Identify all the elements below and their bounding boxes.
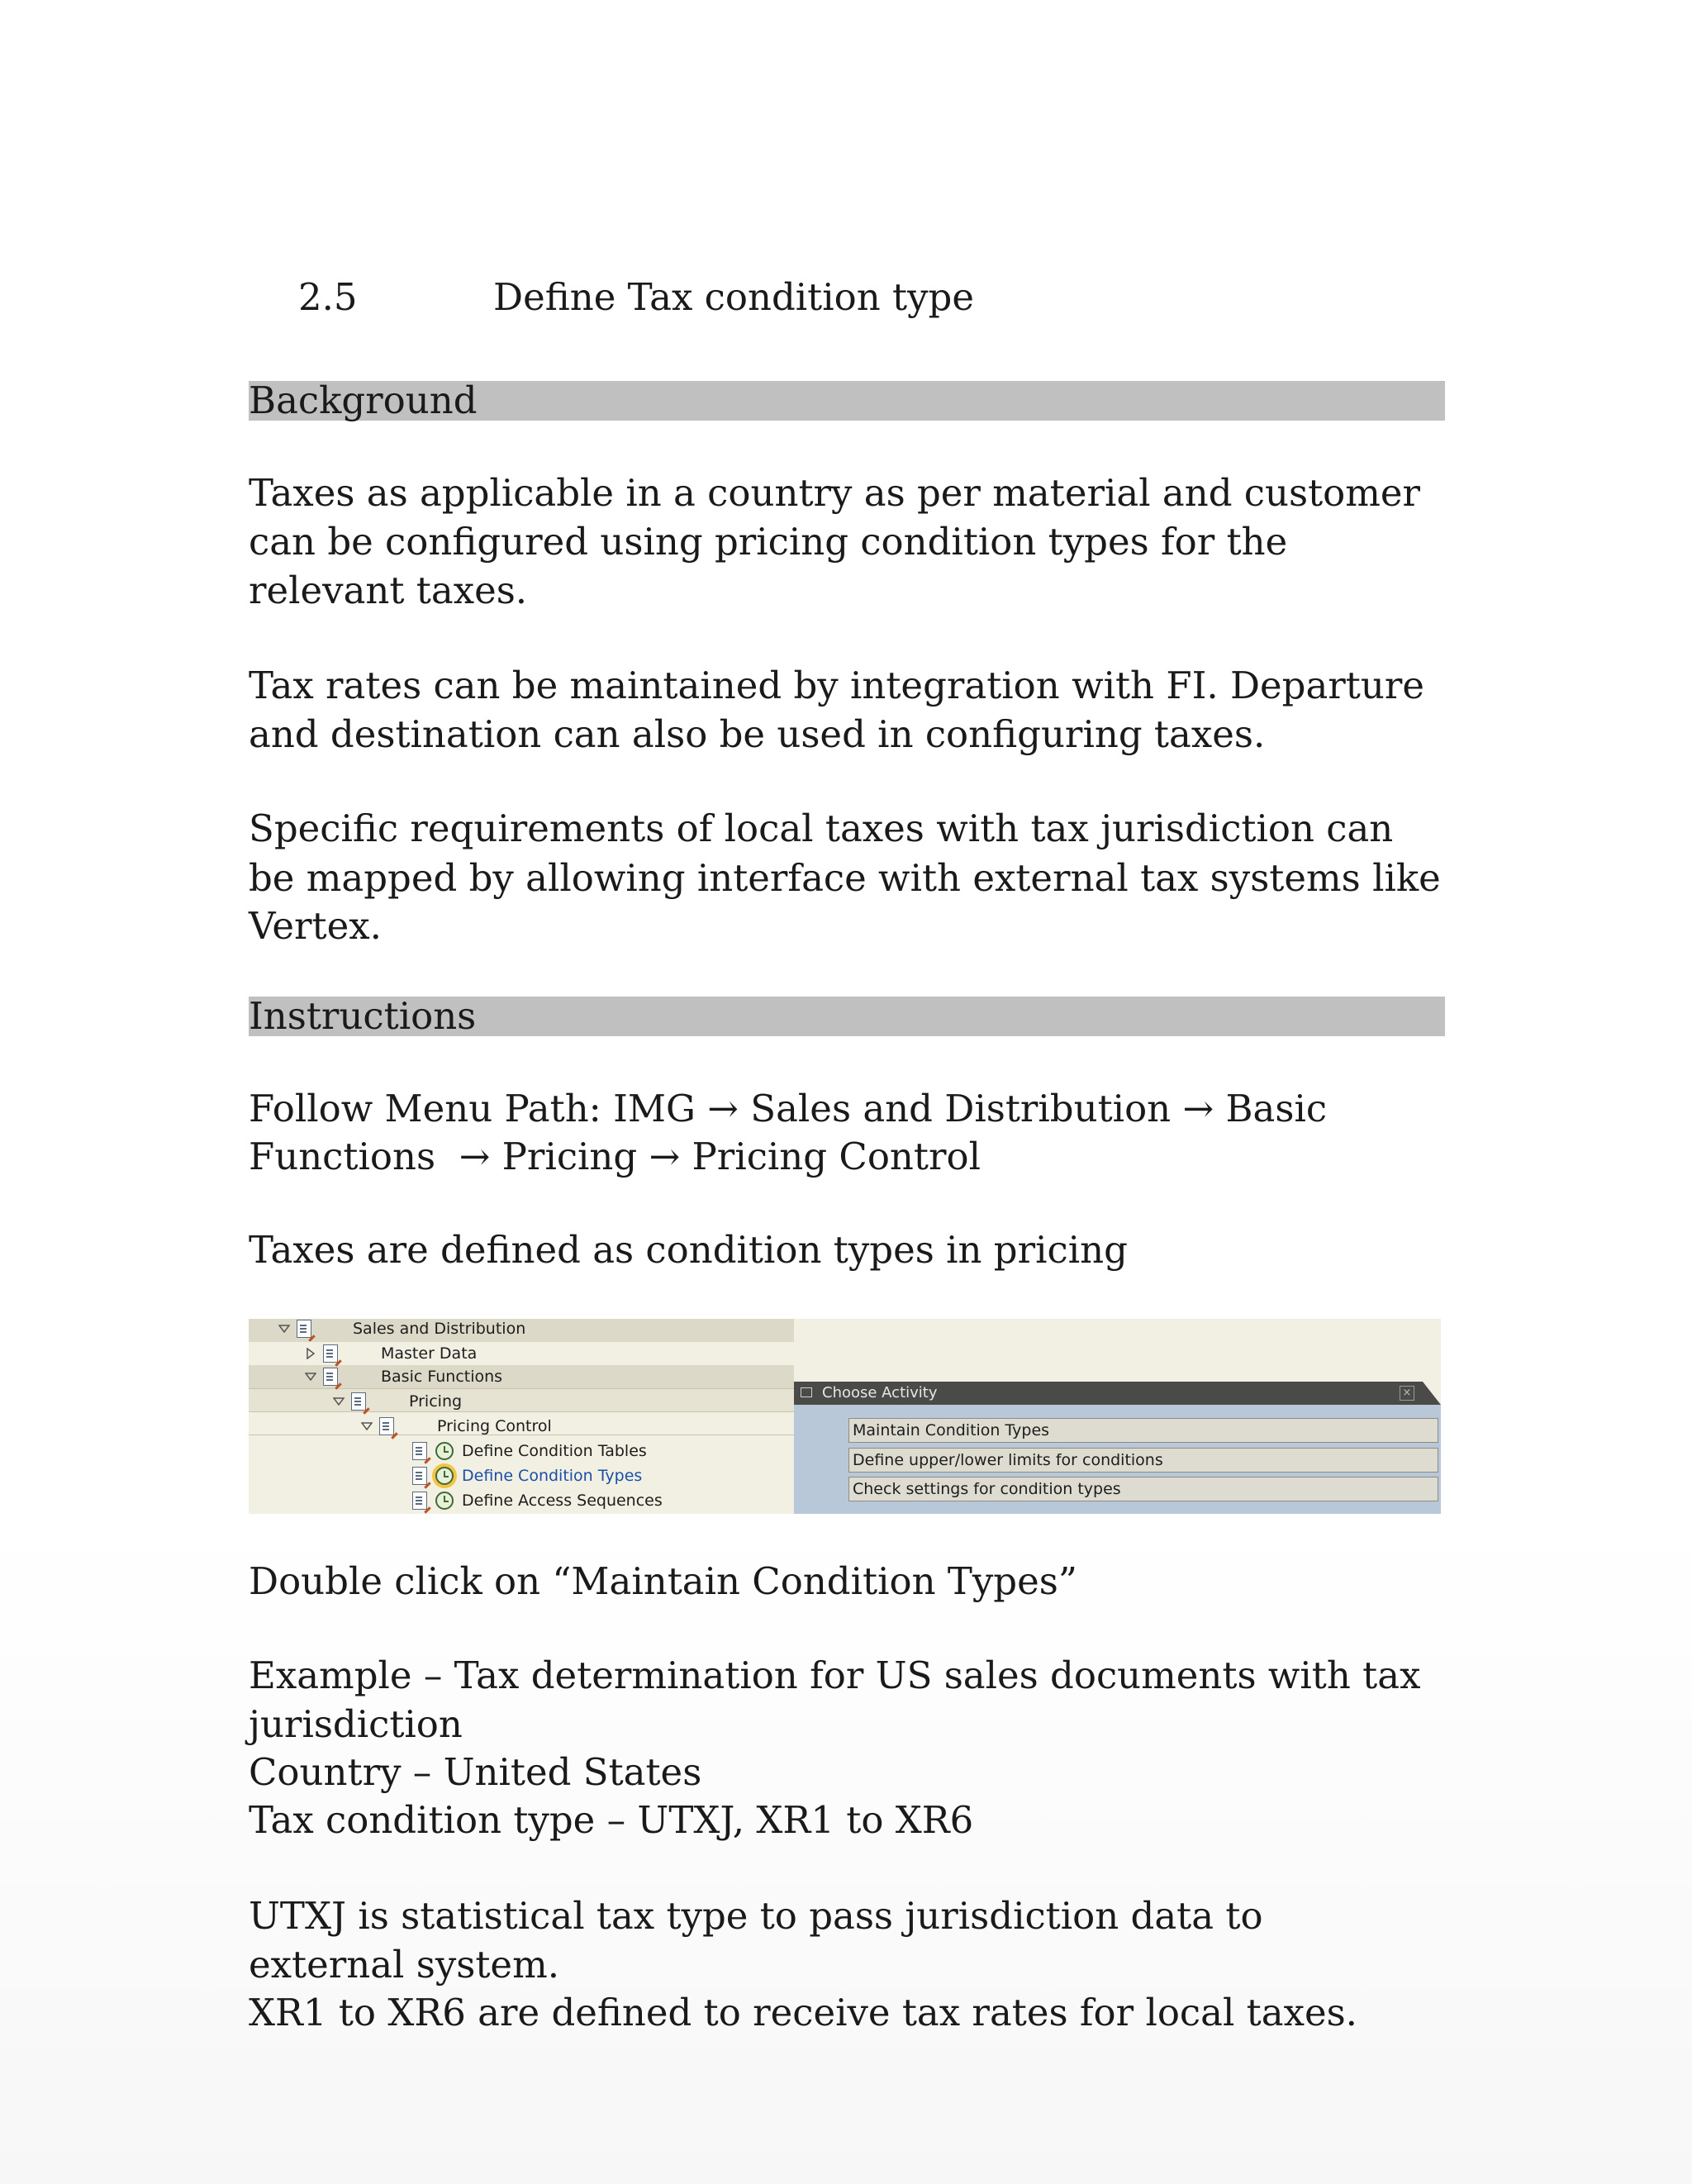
background-paragraph-2-line-1: Tax rates can be maintained by integration with FI. Departure <box>249 664 1425 707</box>
tree-node-master-data[interactable] <box>303 1342 477 1365</box>
activity-option-define-limits[interactable]: Define upper/lower limits for conditions <box>848 1448 1438 1473</box>
clock-execute-icon[interactable] <box>435 1442 454 1460</box>
window-pin-icon <box>801 1387 812 1397</box>
document-edit-icon <box>297 1320 311 1338</box>
dialog-title: Choose Activity <box>822 1384 938 1401</box>
tree-row-stripe <box>249 1388 794 1411</box>
tree-node-label: Define Access Sequences <box>462 1492 663 1510</box>
document-edit-icon <box>323 1368 338 1386</box>
clock-execute-icon[interactable] <box>435 1492 454 1510</box>
example-line-3: Country – United States <box>249 1750 702 1794</box>
tree-node-define-condition-types[interactable] <box>412 1464 642 1487</box>
double-click-text: Double click on “Maintain Condition Types” <box>249 1559 1077 1603</box>
tree-node-sales-distribution[interactable] <box>277 1319 525 1340</box>
background-paragraph-1-line-3: relevant taxes. <box>249 569 528 612</box>
tree-node-define-condition-tables[interactable] <box>412 1439 647 1463</box>
clock-execute-icon[interactable] <box>435 1467 454 1485</box>
expand-triangle-icon[interactable] <box>277 1321 292 1336</box>
background-paragraph-3-line-3: Vertex. <box>249 904 382 948</box>
section-number: 2.5 <box>298 275 358 319</box>
utxj-line-3: XR1 to XR6 are defined to receive tax rates for local taxes. <box>249 1991 1357 2034</box>
expand-triangle-icon[interactable] <box>359 1419 374 1434</box>
background-paragraph-2-line-2: and destination can also be used in configuring taxes. <box>249 712 1266 756</box>
tree-node-pricing[interactable] <box>331 1390 462 1413</box>
expand-triangle-icon[interactable] <box>331 1394 346 1409</box>
page-background-gradient <box>0 1520 1692 2184</box>
background-heading-bar <box>249 378 1445 422</box>
document-edit-icon <box>412 1492 427 1510</box>
tree-node-pricing-control[interactable] <box>359 1415 552 1438</box>
example-line-2: jurisdiction <box>249 1702 463 1746</box>
activity-option-maintain-condition-types[interactable]: Maintain Condition Types <box>848 1418 1438 1443</box>
tree-row-divider <box>249 1388 794 1389</box>
utxj-line-1: UTXJ is statistical tax type to pass jurisdiction data to <box>249 1894 1263 1938</box>
choose-activity-dialog <box>794 1382 1441 1514</box>
tree-node-label: Pricing <box>409 1392 463 1411</box>
example-line-4: Tax condition type – UTXJ, XR1 to XR6 <box>249 1798 974 1842</box>
taxes-defined-text: Taxes are defined as condition types in pricing <box>249 1228 1128 1272</box>
tree-node-label: Pricing Control <box>437 1417 552 1435</box>
close-icon[interactable]: × <box>1400 1386 1414 1401</box>
dialog-title-bar[interactable] <box>794 1382 1441 1405</box>
tree-row-divider <box>249 1411 794 1412</box>
document-edit-icon <box>351 1392 366 1411</box>
utxj-line-2: external system. <box>249 1943 560 1987</box>
expand-triangle-icon[interactable] <box>303 1369 318 1384</box>
tree-node-label: Master Data <box>381 1344 478 1363</box>
background-paragraph-3-line-2: be mapped by allowing interface with external tax systems like <box>249 856 1441 900</box>
tree-node-label: Basic Functions <box>381 1368 503 1386</box>
sap-img-screenshot <box>249 1319 1441 1514</box>
background-paragraph-1-line-1: Taxes as applicable in a country as per material and customer <box>249 471 1421 515</box>
example-line-1: Example – Tax determination for US sales documents with tax <box>249 1653 1421 1697</box>
menu-path-line-2: Functions → Pricing → Pricing Control <box>249 1135 981 1178</box>
document-edit-icon <box>323 1344 338 1363</box>
tree-node-basic-functions[interactable] <box>303 1365 502 1388</box>
tree-node-define-access-sequences[interactable] <box>412 1489 663 1512</box>
tree-node-label: Sales and Distribution <box>353 1320 526 1338</box>
title-corner <box>1423 1382 1441 1405</box>
document-edit-icon <box>379 1417 394 1435</box>
background-paragraph-3-line-1: Specific requirements of local taxes with tax jurisdiction can <box>249 807 1394 850</box>
instructions-heading: Instructions <box>249 994 477 1038</box>
document-edit-icon <box>412 1442 427 1460</box>
menu-path-line-1: Follow Menu Path: IMG → Sales and Distribution → Basic <box>249 1087 1328 1130</box>
collapse-triangle-icon[interactable] <box>303 1346 318 1361</box>
tree-node-label: Define Condition Tables <box>462 1442 647 1460</box>
instructions-heading-bar <box>249 994 1445 1038</box>
document-edit-icon <box>412 1467 427 1485</box>
background-heading: Background <box>249 378 478 422</box>
section-title: Define Tax condition type <box>493 275 974 319</box>
background-paragraph-1-line-2: can be configured using pricing condition types for the <box>249 520 1288 564</box>
tree-node-label: Define Condition Types <box>462 1467 643 1485</box>
activity-option-check-settings[interactable]: Check settings for condition types <box>848 1477 1438 1501</box>
